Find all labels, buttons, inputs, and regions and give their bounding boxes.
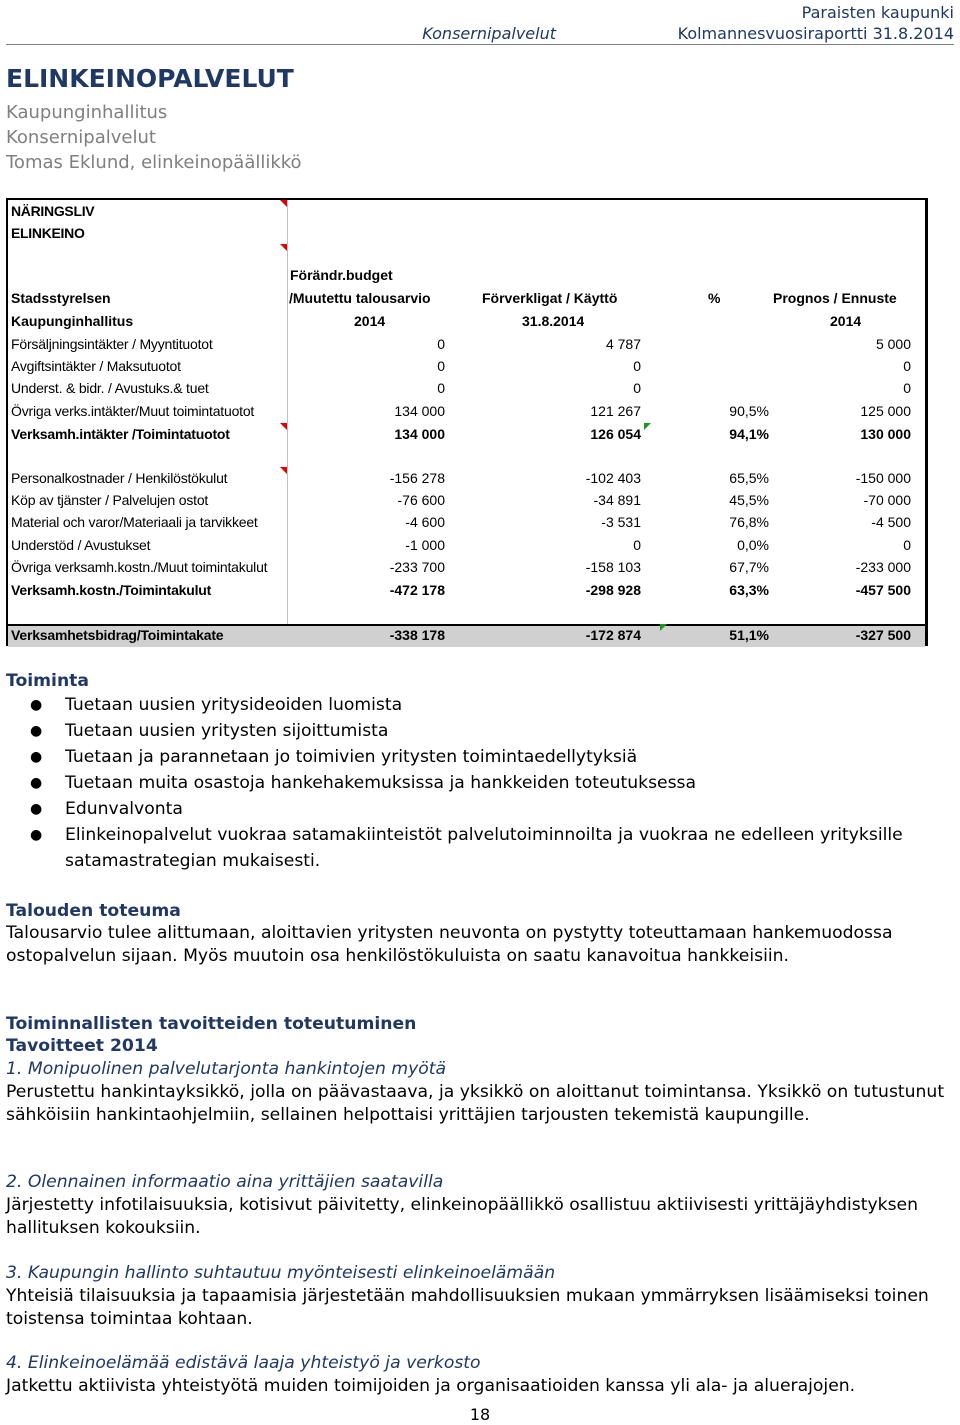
list-item: ● Edunvalvonta bbox=[30, 799, 183, 819]
row-actual: -102 403 bbox=[585, 470, 641, 486]
goal-text: Perustettu hankintayksikkö, jolla on päävastaava, ja yksikkö on aloittanut toimintansa. Yksikkö on tutustunut sähköisiin hankintaohjelmiin, sellainen helpottaisi yrittäjien tarjousten tekemistä kaupungille. bbox=[6, 1082, 945, 1125]
table-row bbox=[8, 333, 925, 355]
note-marker bbox=[644, 423, 651, 430]
row-pct: 67,7% bbox=[729, 559, 769, 575]
row-forecast: -327 500 bbox=[855, 627, 911, 643]
row-actual: 0 bbox=[633, 358, 641, 374]
table-row bbox=[8, 377, 925, 399]
budget-header-top: Förändr.budget bbox=[290, 267, 393, 283]
comment-marker bbox=[280, 423, 287, 430]
row-forecast: -457 500 bbox=[855, 582, 911, 598]
label-header-sv: Stadsstyrelsen bbox=[11, 290, 111, 306]
cost-total-row bbox=[8, 579, 925, 601]
goal-text: Yhteisiä tilaisuuksia ja tapaamisia järjestetään mahdollisuuksien mukaan ymmärryksen lisäämiseksi toinen toistensa toimintaa kohtaan. bbox=[6, 1286, 929, 1329]
pct-header: % bbox=[708, 290, 721, 306]
header-org-report bbox=[678, 2, 954, 44]
row-actual: 4 787 bbox=[605, 336, 641, 352]
row-forecast: 0 bbox=[903, 380, 911, 396]
table-header-row-2 bbox=[8, 287, 925, 309]
toiminta-list bbox=[6, 692, 946, 874]
row-forecast: 0 bbox=[903, 358, 911, 374]
row-forecast: 125 000 bbox=[860, 403, 911, 419]
table-row bbox=[8, 511, 925, 533]
row-budget: -1 000 bbox=[405, 537, 445, 553]
financial-table bbox=[6, 198, 928, 646]
list-item: ● Tuetaan uusien yritysideoiden luomista bbox=[30, 695, 403, 715]
table-header-row-3 bbox=[8, 310, 925, 332]
subtitle-unit: Konsernipalvelut bbox=[6, 127, 156, 148]
note-marker bbox=[660, 624, 667, 631]
row-budget: 0 bbox=[437, 358, 445, 374]
page-title: ELINKEINOPALVELUT bbox=[6, 64, 294, 93]
row-budget: -76 600 bbox=[397, 492, 445, 508]
table-row bbox=[8, 534, 925, 556]
row-forecast: -4 500 bbox=[871, 514, 911, 530]
comment-marker bbox=[280, 467, 287, 474]
row-pct: 45,5% bbox=[729, 492, 769, 508]
row-budget: 134 000 bbox=[394, 403, 445, 419]
row-budget: -156 278 bbox=[389, 470, 445, 486]
row-actual: -158 103 bbox=[585, 559, 641, 575]
page-header bbox=[0, 0, 960, 44]
list-item: ● Elinkeinopalvelut vuokraa satamakiinteistöt palvelutoiminnoilta ja vuokraa ne edelleen yrityksille satamastrategian mukaisesti. bbox=[30, 825, 903, 871]
row-forecast: 5 000 bbox=[875, 336, 911, 352]
table-row bbox=[8, 489, 925, 511]
subtitle-board: Kaupunginhallitus bbox=[6, 102, 168, 123]
row-budget: 134 000 bbox=[394, 426, 445, 442]
header-divider bbox=[6, 44, 954, 45]
row-budget: -233 700 bbox=[389, 559, 445, 575]
header-report: Kolmannesvuosiraportti 31.8.2014 bbox=[677, 24, 954, 43]
row-label: Försäljningsintäkter / Myyntituotot bbox=[11, 336, 213, 352]
row-forecast: -70 000 bbox=[863, 492, 911, 508]
row-budget: -472 178 bbox=[389, 582, 445, 598]
goal-title: 3. Kaupungin hallinto suhtautuu myönteisesti elinkeinoelämään bbox=[6, 1263, 556, 1283]
row-pct: 65,5% bbox=[729, 470, 769, 486]
section-label-fi: ELINKEINO bbox=[11, 225, 85, 241]
goal-text: Järjestetty infotilaisuuksia, kotisivut päivitetty, elinkeinopäällikkö osallistuu aktiivisesti yrittäjäyhdistyksen hallituksen kokouksiin. bbox=[6, 1195, 919, 1238]
row-label: Avgiftsintäkter / Maksutuotot bbox=[11, 358, 181, 374]
row-budget: -4 600 bbox=[405, 514, 445, 530]
row-actual: -34 891 bbox=[593, 492, 641, 508]
goal-text: Jatkettu aktiivista yhteistyötä muiden toimijoiden ja organisaatioiden kanssa yli ala- ja aluerajojen. bbox=[6, 1376, 856, 1396]
row-actual: 0 bbox=[633, 380, 641, 396]
actual-header-top: Förverkligat / Käyttö bbox=[482, 290, 618, 306]
row-label: Övriga verksamh.kostn./Muut toimintakulut bbox=[11, 559, 268, 575]
row-pct: 90,5% bbox=[729, 403, 769, 419]
income-total-row bbox=[8, 423, 925, 445]
row-budget: 0 bbox=[437, 380, 445, 396]
row-label: Verksamh.intäkter /Toimintatuotot bbox=[11, 426, 230, 442]
goal-title: 4. Elinkeinoelämää edistävä laaja yhteistyö ja verkosto bbox=[6, 1353, 481, 1373]
row-actual: 0 bbox=[633, 537, 641, 553]
page-subtitles bbox=[6, 100, 302, 175]
row-budget: 0 bbox=[437, 336, 445, 352]
row-pct: 63,3% bbox=[729, 582, 769, 598]
label-header-fi: Kaupunginhallitus bbox=[11, 313, 134, 329]
table-row bbox=[8, 400, 925, 422]
list-item: ● Tuetaan ja parannetaan jo toimivien yritysten toimintaedellytyksiä bbox=[30, 747, 638, 767]
section-label-sv: NÄRINGSLIV bbox=[11, 203, 95, 219]
talous-heading: Talouden toteuma bbox=[6, 901, 181, 921]
list-item-text: Tuetaan ja parannetaan jo toimivien yritysten toimintaedellytyksiä bbox=[65, 747, 638, 767]
row-pct: 94,1% bbox=[729, 426, 769, 442]
forecast-header-top: Prognos / Ennuste bbox=[773, 290, 897, 306]
talous-text: Talousarvio tulee alittumaan, aloittavien yritysten neuvonta on pystytty toteuttamaan hankemuodossa ostopalvelun sijaan. Myös muutoin osa henkilöstökuluista on saatu kanavoitua hankkeisiin. bbox=[6, 923, 893, 966]
row-label: Verksamh.kostn./Toimintakulut bbox=[11, 582, 212, 598]
list-item: ● Tuetaan uusien yritysten sijoittumista bbox=[30, 721, 389, 741]
row-actual: 121 267 bbox=[590, 403, 641, 419]
list-item-text: Elinkeinopalvelut vuokraa satamakiinteistöt palvelutoiminnoilta ja vuokraa ne edelleen yrityksille satamastrategian mukaisesti. bbox=[65, 825, 903, 871]
list-item-text: Edunvalvonta bbox=[65, 799, 183, 819]
goal-title: 2. Olennainen informaatio aina yrittäjien saatavilla bbox=[6, 1172, 444, 1192]
subtitle-person: Tomas Eklund, elinkeinopäällikkö bbox=[6, 152, 302, 173]
header-section: Konsernipalvelut bbox=[422, 24, 556, 43]
row-label: Understöd / Avustukset bbox=[11, 537, 151, 553]
row-forecast: 130 000 bbox=[860, 426, 911, 442]
comment-marker bbox=[280, 200, 287, 207]
row-forecast: -233 000 bbox=[855, 559, 911, 575]
row-pct: 51,1% bbox=[729, 627, 769, 643]
row-actual: -172 874 bbox=[585, 627, 641, 643]
row-label: Underst. & bidr. / Avustuks.& tuet bbox=[11, 380, 209, 396]
goal-title: 1. Monipuolinen palvelutarjonta hankintojen myötä bbox=[6, 1059, 447, 1079]
table-header-row-1 bbox=[8, 264, 925, 286]
header-org: Paraisten kaupunki bbox=[801, 3, 954, 22]
row-label: Personalkostnader / Henkilöstökulut bbox=[11, 470, 228, 486]
row-actual: -298 928 bbox=[585, 582, 641, 598]
list-item-text: Tuetaan uusien yritysideoiden luomista bbox=[65, 695, 403, 715]
row-label: Material och varor/Materiaali ja tarvikkeet bbox=[11, 514, 258, 530]
row-budget: -338 178 bbox=[389, 627, 445, 643]
tavoitteet-year-heading: Tavoitteet 2014 bbox=[6, 1036, 158, 1056]
budget-header-mid: /Muutettu talousarvio bbox=[289, 290, 431, 306]
row-forecast: 0 bbox=[903, 537, 911, 553]
row-forecast: -150 000 bbox=[855, 470, 911, 486]
row-actual: -3 531 bbox=[601, 514, 641, 530]
table-row bbox=[8, 467, 925, 489]
row-label: Övriga verks.intäkter/Muut toimintatuotot bbox=[11, 403, 255, 419]
comment-marker bbox=[280, 244, 287, 251]
row-pct: 0,0% bbox=[737, 537, 769, 553]
table-row bbox=[8, 556, 925, 578]
row-pct: 76,8% bbox=[729, 514, 769, 530]
list-item: ● Tuetaan muita osastoja hankehakemuksissa ja hankkeiden toteutuksessa bbox=[30, 773, 697, 793]
budget-header-year: 2014 bbox=[354, 313, 386, 329]
table-row bbox=[8, 355, 925, 377]
list-item-text: Tuetaan muita osastoja hankehakemuksissa ja hankkeiden toteutuksessa bbox=[65, 773, 697, 793]
page-number: 18 bbox=[469, 1405, 491, 1424]
row-label: Verksamhetsbidrag/Toimintakate bbox=[11, 627, 224, 643]
forecast-header-year: 2014 bbox=[830, 313, 862, 329]
net-total-row bbox=[8, 624, 925, 646]
toiminta-heading: Toiminta bbox=[6, 671, 89, 691]
row-label: Köp av tjänster / Palvelujen ostot bbox=[11, 492, 209, 508]
list-item-text: Tuetaan uusien yritysten sijoittumista bbox=[65, 721, 389, 741]
row-actual: 126 054 bbox=[590, 426, 641, 442]
actual-header-date: 31.8.2014 bbox=[522, 313, 585, 329]
tavoitteet-heading: Toiminnallisten tavoitteiden toteutuminen bbox=[6, 1014, 417, 1034]
